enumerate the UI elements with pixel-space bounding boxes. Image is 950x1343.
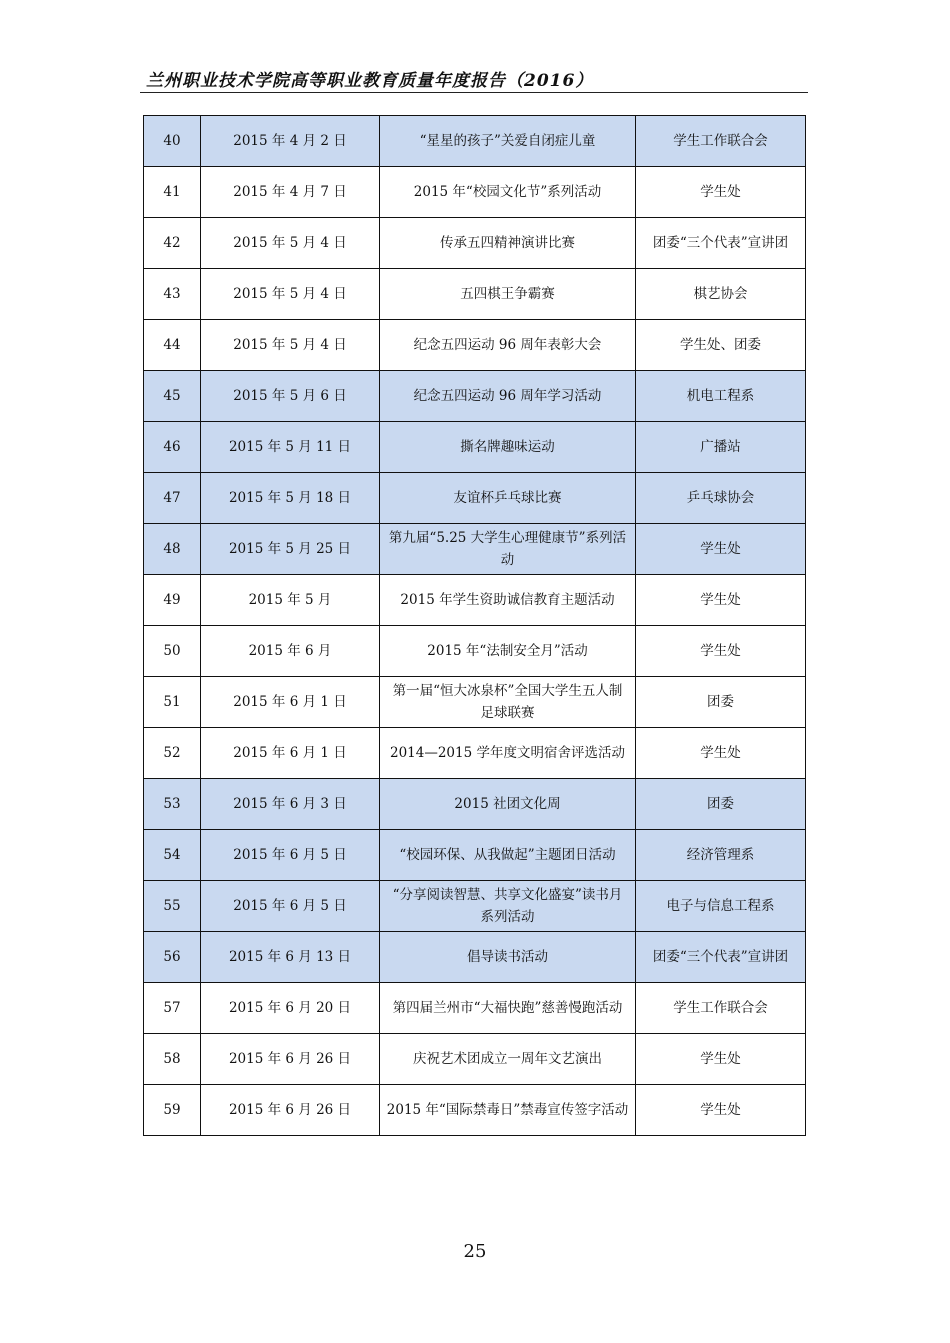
event-cell: “校园环保、从我做起”主题团日活动 xyxy=(380,830,636,881)
organizer-cell: 学生处、团委 xyxy=(636,320,806,371)
row-number-cell: 52 xyxy=(144,728,201,779)
row-number-cell: 40 xyxy=(144,116,201,167)
organizer-cell: 学生工作联合会 xyxy=(636,983,806,1034)
table-row xyxy=(144,1085,806,1136)
row-number-cell: 53 xyxy=(144,779,201,830)
event-cell: “分享阅读智慧、共享文化盛宴”读书月系列活动 xyxy=(380,881,636,932)
date-cell: 2015 年 6 月 1 日 xyxy=(201,728,380,779)
event-cell: 2014—2015 学年度文明宿舍评选活动 xyxy=(380,728,636,779)
event-cell: 倡导读书活动 xyxy=(380,932,636,983)
organizer-cell: 团委“三个代表”宣讲团 xyxy=(636,218,806,269)
date-cell: 2015 年 6 月 13 日 xyxy=(201,932,380,983)
event-cell: 纪念五四运动 96 周年表彰大会 xyxy=(380,320,636,371)
page-number: 25 xyxy=(463,1241,487,1262)
table-row xyxy=(144,626,806,677)
table-row xyxy=(144,167,806,218)
report-header-title: 兰州职业技术学院高等职业教育质量年度报告（2016） xyxy=(146,71,594,91)
organizer-cell: 经济管理系 xyxy=(636,830,806,881)
date-cell: 2015 年 5 月 4 日 xyxy=(201,269,380,320)
event-cell: 撕名牌趣味运动 xyxy=(380,422,636,473)
event-cell: 纪念五四运动 96 周年学习活动 xyxy=(380,371,636,422)
organizer-cell: 学生处 xyxy=(636,1034,806,1085)
row-number-cell: 54 xyxy=(144,830,201,881)
table-row xyxy=(144,932,806,983)
date-cell: 2015 年 5 月 6 日 xyxy=(201,371,380,422)
organizer-cell: 团委 xyxy=(636,779,806,830)
organizer-cell: 团委 xyxy=(636,677,806,728)
organizer-cell: 学生工作联合会 xyxy=(636,116,806,167)
table-row xyxy=(144,779,806,830)
organizer-cell: 学生处 xyxy=(636,524,806,575)
table-row xyxy=(144,728,806,779)
organizer-cell: 机电工程系 xyxy=(636,371,806,422)
date-cell: 2015 年 5 月 25 日 xyxy=(201,524,380,575)
row-number-cell: 58 xyxy=(144,1034,201,1085)
table-row xyxy=(144,1034,806,1085)
event-cell: 2015 社团文化周 xyxy=(380,779,636,830)
date-cell: 2015 年 6 月 5 日 xyxy=(201,830,380,881)
event-cell: 第九届“5.25 大学生心理健康节”系列活动 xyxy=(380,524,636,575)
table-row xyxy=(144,524,806,575)
date-cell: 2015 年 6 月 5 日 xyxy=(201,881,380,932)
organizer-cell: 学生处 xyxy=(636,1085,806,1136)
organizer-cell: 棋艺协会 xyxy=(636,269,806,320)
date-cell: 2015 年 5 月 11 日 xyxy=(201,422,380,473)
event-cell: 庆祝艺术团成立一周年文艺演出 xyxy=(380,1034,636,1085)
organizer-cell: 学生处 xyxy=(636,167,806,218)
date-cell: 2015 年 6 月 20 日 xyxy=(201,983,380,1034)
date-cell: 2015 年 6 月 26 日 xyxy=(201,1085,380,1136)
date-cell: 2015 年 5 月 4 日 xyxy=(201,218,380,269)
event-cell: 传承五四精神演讲比赛 xyxy=(380,218,636,269)
row-number-cell: 50 xyxy=(144,626,201,677)
row-number-cell: 47 xyxy=(144,473,201,524)
organizer-cell: 广播站 xyxy=(636,422,806,473)
organizer-cell: 学生处 xyxy=(636,575,806,626)
date-cell: 2015 年 4 月 7 日 xyxy=(201,167,380,218)
row-number-cell: 44 xyxy=(144,320,201,371)
event-cell: 第一届“恒大冰泉杯”全国大学生五人制足球联赛 xyxy=(380,677,636,728)
organizer-cell: 乒乓球协会 xyxy=(636,473,806,524)
table-row xyxy=(144,320,806,371)
table-row xyxy=(144,116,806,167)
table-row xyxy=(144,422,806,473)
organizer-cell: 学生处 xyxy=(636,626,806,677)
organizer-cell: 电子与信息工程系 xyxy=(636,881,806,932)
row-number-cell: 49 xyxy=(144,575,201,626)
date-cell: 2015 年 5 月 4 日 xyxy=(201,320,380,371)
row-number-cell: 43 xyxy=(144,269,201,320)
event-cell: 2015 年“国际禁毒日”禁毒宣传签字活动 xyxy=(380,1085,636,1136)
event-cell: “星星的孩子”关爱自闭症儿童 xyxy=(380,116,636,167)
table-row xyxy=(144,881,806,932)
row-number-cell: 59 xyxy=(144,1085,201,1136)
activities-table xyxy=(143,115,806,1136)
date-cell: 2015 年 4 月 2 日 xyxy=(201,116,380,167)
date-cell: 2015 年 6 月 26 日 xyxy=(201,1034,380,1085)
table-row xyxy=(144,473,806,524)
date-cell: 2015 年 5 月 xyxy=(201,575,380,626)
date-cell: 2015 年 6 月 1 日 xyxy=(201,677,380,728)
activities-table-body xyxy=(144,116,806,1136)
event-cell: 第四届兰州市“大福快跑”慈善慢跑活动 xyxy=(380,983,636,1034)
table-row xyxy=(144,677,806,728)
organizer-cell: 团委“三个代表”宣讲团 xyxy=(636,932,806,983)
row-number-cell: 55 xyxy=(144,881,201,932)
table-row xyxy=(144,269,806,320)
organizer-cell: 学生处 xyxy=(636,728,806,779)
event-cell: 2015 年“校园文化节”系列活动 xyxy=(380,167,636,218)
event-cell: 五四棋王争霸赛 xyxy=(380,269,636,320)
event-cell: 2015 年学生资助诚信教育主题活动 xyxy=(380,575,636,626)
date-cell: 2015 年 5 月 18 日 xyxy=(201,473,380,524)
row-number-cell: 42 xyxy=(144,218,201,269)
event-cell: 2015 年“法制安全月”活动 xyxy=(380,626,636,677)
row-number-cell: 45 xyxy=(144,371,201,422)
row-number-cell: 48 xyxy=(144,524,201,575)
date-cell: 2015 年 6 月 3 日 xyxy=(201,779,380,830)
table-row xyxy=(144,218,806,269)
header-divider xyxy=(140,92,808,93)
row-number-cell: 46 xyxy=(144,422,201,473)
event-cell: 友谊杯乒乓球比赛 xyxy=(380,473,636,524)
date-cell: 2015 年 6 月 xyxy=(201,626,380,677)
row-number-cell: 41 xyxy=(144,167,201,218)
table-row xyxy=(144,371,806,422)
row-number-cell: 57 xyxy=(144,983,201,1034)
table-row xyxy=(144,983,806,1034)
row-number-cell: 51 xyxy=(144,677,201,728)
table-row xyxy=(144,830,806,881)
table-row xyxy=(144,575,806,626)
row-number-cell: 56 xyxy=(144,932,201,983)
